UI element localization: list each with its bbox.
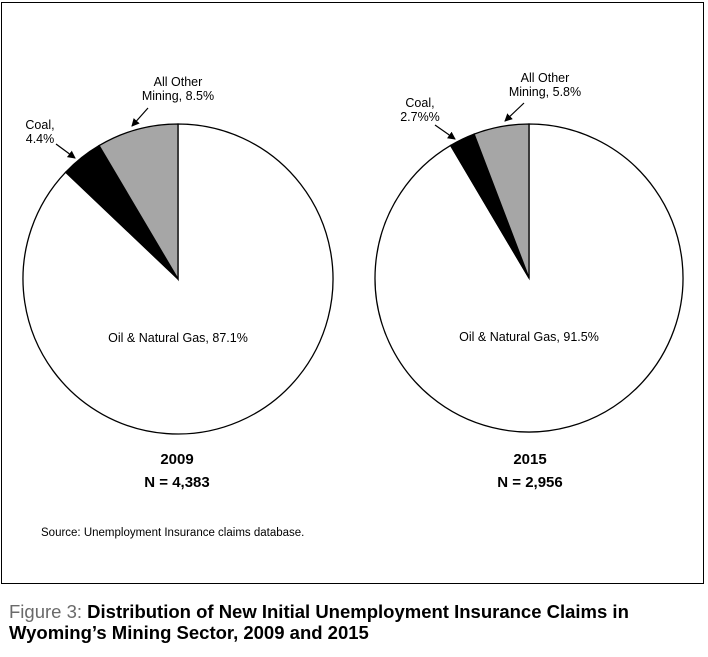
chart-year-2015: 2015 (513, 451, 547, 468)
chart-n-2015: N = 2,956 (497, 474, 563, 491)
figure-number: Figure 3: (9, 601, 83, 622)
chart-caption-2015 (470, 448, 590, 494)
slice-label-oil-gas-2009: Oil & Natural Gas, 87.1% (108, 331, 248, 345)
slice-label-oil-gas-2015: Oil & Natural Gas, 91.5% (459, 330, 599, 344)
slice-label-coal-2015: Coal, 2.7%% (400, 96, 440, 124)
figure-title-text: Distribution of New Initial Unemployment Insurance Claims in Wyoming’s Mining Sector, 2009 and 2015 (9, 601, 629, 643)
leader-arrow-other-mining-2009 (132, 108, 148, 126)
slice-label-coal-2009: Coal, 4.4% (25, 118, 55, 146)
chart-year-2009: 2009 (160, 451, 194, 468)
source-note: Source: Unemployment Insurance claims database. (41, 527, 305, 539)
leader-arrow-coal-2015 (435, 125, 455, 139)
leader-arrow-coal-2009 (56, 144, 75, 158)
chart-caption-2009 (117, 448, 237, 494)
slice-label-other-mining-2009: All Other Mining, 8.5% (141, 75, 215, 103)
figure-title (9, 601, 704, 643)
leader-arrow-other-mining-2015 (505, 103, 524, 121)
chart-n-2009: N = 4,383 (144, 474, 210, 491)
slice-label-other-mining-2015: All Other Mining, 5.8% (508, 71, 582, 99)
